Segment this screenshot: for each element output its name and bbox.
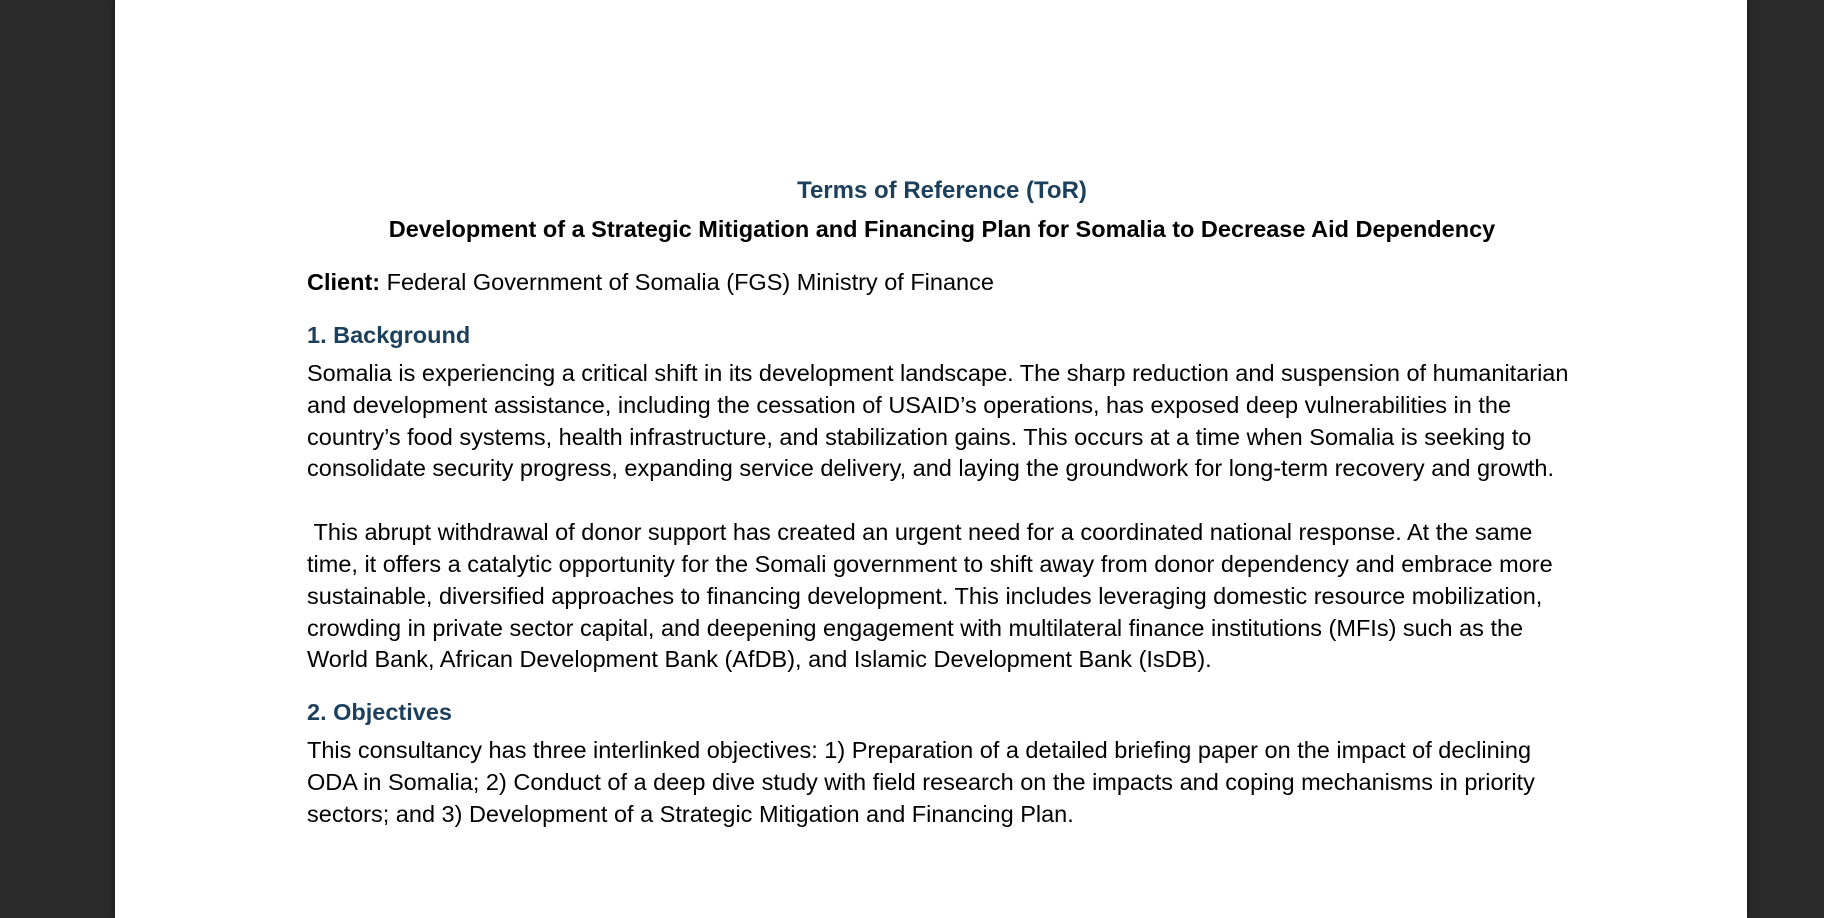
page-content xyxy=(307,176,1577,831)
section-heading-objectives: 2. Objectives xyxy=(307,699,452,726)
document-subtitle: Development of a Strategic Mitigation and Financing Plan for Somalia to Decrease Aid Dependency xyxy=(388,216,1496,242)
section-heading-background: 1. Background xyxy=(307,322,471,348)
document-page xyxy=(115,0,1747,918)
objectives-paragraph-1: This consultancy has three interlinked objectives: 1) Preparation of a detailed briefing paper on the impact of declining ODA in Somalia; 2) Conduct of a deep dive study with field research on the impacts and coping mechanisms in priority sectors; and 3) Development of a Strategic Mitigation and Financing Plan. xyxy=(307,737,1535,827)
document-title: Terms of Reference (ToR) xyxy=(797,177,1087,204)
client-label: Client: xyxy=(307,269,381,295)
background-paragraph-1: Somalia is experiencing a critical shift in its development landscape. The sharp reduction and suspension of humanitarian and development assistance, including the cessation of USAID’s operations, has exposed deep vulnerabilities in the country’s food systems, health infrastructure, and stabilization gains. This occurs at a time when Somalia is seeking to consolidate security progress, expanding service delivery, and laying the groundwork for long-term recovery and growth. xyxy=(307,360,1569,482)
background-paragraph-2: This abrupt withdrawal of donor support has created an urgent need for a coordinated national response. At the same time, it offers a catalytic opportunity for the Somali government to shift away from donor dependency and embrace more sustainable, diversified approaches to financing development. This includes leveraging domestic resource mobilization, crowding in private sector capital, and deepening engagement with multilateral finance institutions (MFIs) such as the World Bank, African Development Bank (AfDB), and Islamic Development Bank (IsDB). xyxy=(307,519,1560,673)
client-line xyxy=(307,267,1577,297)
client-value: Federal Government of Somalia (FGS) Ministry of Finance xyxy=(380,269,994,295)
